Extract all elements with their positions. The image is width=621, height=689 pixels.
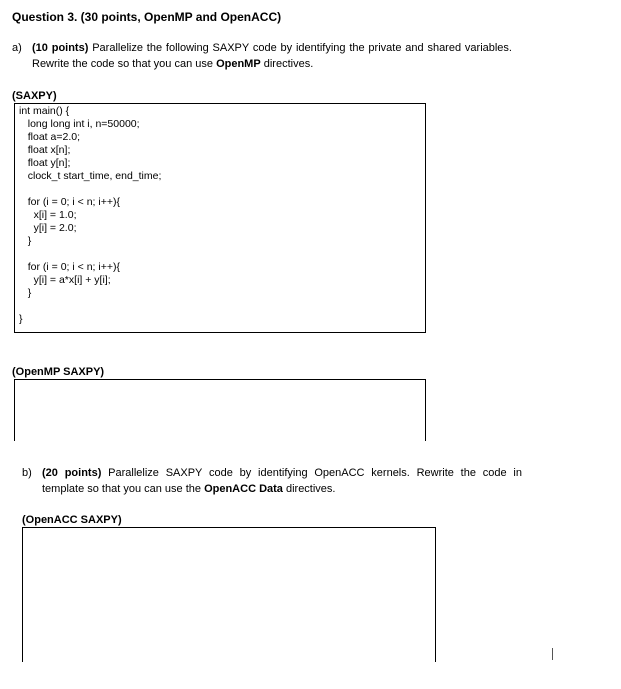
openacc-answer-box[interactable] — [22, 527, 436, 662]
part-b-marker: b) — [22, 467, 32, 479]
code-line: } — [19, 235, 32, 247]
code-line — [19, 300, 425, 313]
question-title: Question 3. (30 points, OpenMP and OpenACC) — [12, 10, 282, 24]
part-a-text: Parallelize the following SAXPY code by identifying the private and shared variables. Rewrite the code so that you can use — [32, 42, 512, 70]
code-line: float a=2.0; — [19, 131, 81, 143]
part-a-emphasis: OpenMP — [216, 58, 261, 70]
text-cursor — [552, 648, 553, 660]
code-line: float y[n]; — [19, 157, 71, 169]
part-b-points: (20 points) — [42, 467, 102, 479]
saxpy-code-box — [14, 103, 426, 333]
code-line: } — [19, 313, 23, 325]
part-a-marker: a) — [12, 42, 22, 54]
openmp-answer-label: (OpenMP SAXPY) — [12, 366, 105, 378]
code-line: x[i] = 1.0; — [19, 209, 77, 221]
part-a-points: (10 points) — [32, 42, 89, 54]
code-line: clock_t start_time, end_time; — [19, 170, 162, 182]
part-a-text-end: directives. — [263, 58, 314, 70]
code-line: } — [19, 287, 32, 299]
code-line: long long int i, n=50000; — [19, 118, 140, 130]
part-b-emphasis: OpenACC Data — [204, 483, 283, 495]
openacc-answer-label: (OpenACC SAXPY) — [22, 514, 122, 526]
code-line: y[i] = a*x[i] + y[i]; — [19, 274, 111, 286]
code-line: y[i] = 2.0; — [19, 222, 77, 234]
part-b-text: Parallelize SAXPY code by identifying OpenACC kernels. Rewrite the code in template so that you can use the — [42, 467, 522, 495]
code-lines — [19, 105, 425, 326]
code-line: for (i = 0; i < n; i++){ — [19, 261, 120, 273]
part-b-instructions — [42, 465, 522, 497]
part-b-text-end: directives. — [285, 483, 336, 495]
openmp-answer-box[interactable] — [14, 379, 426, 441]
code-line — [19, 183, 425, 196]
code-line: for (i = 0; i < n; i++){ — [19, 196, 120, 208]
part-a-instructions — [32, 40, 512, 72]
code-line: int main() { — [19, 105, 70, 117]
saxpy-code-label: (SAXPY) — [12, 90, 57, 102]
code-line — [19, 248, 425, 261]
code-line: float x[n]; — [19, 144, 71, 156]
